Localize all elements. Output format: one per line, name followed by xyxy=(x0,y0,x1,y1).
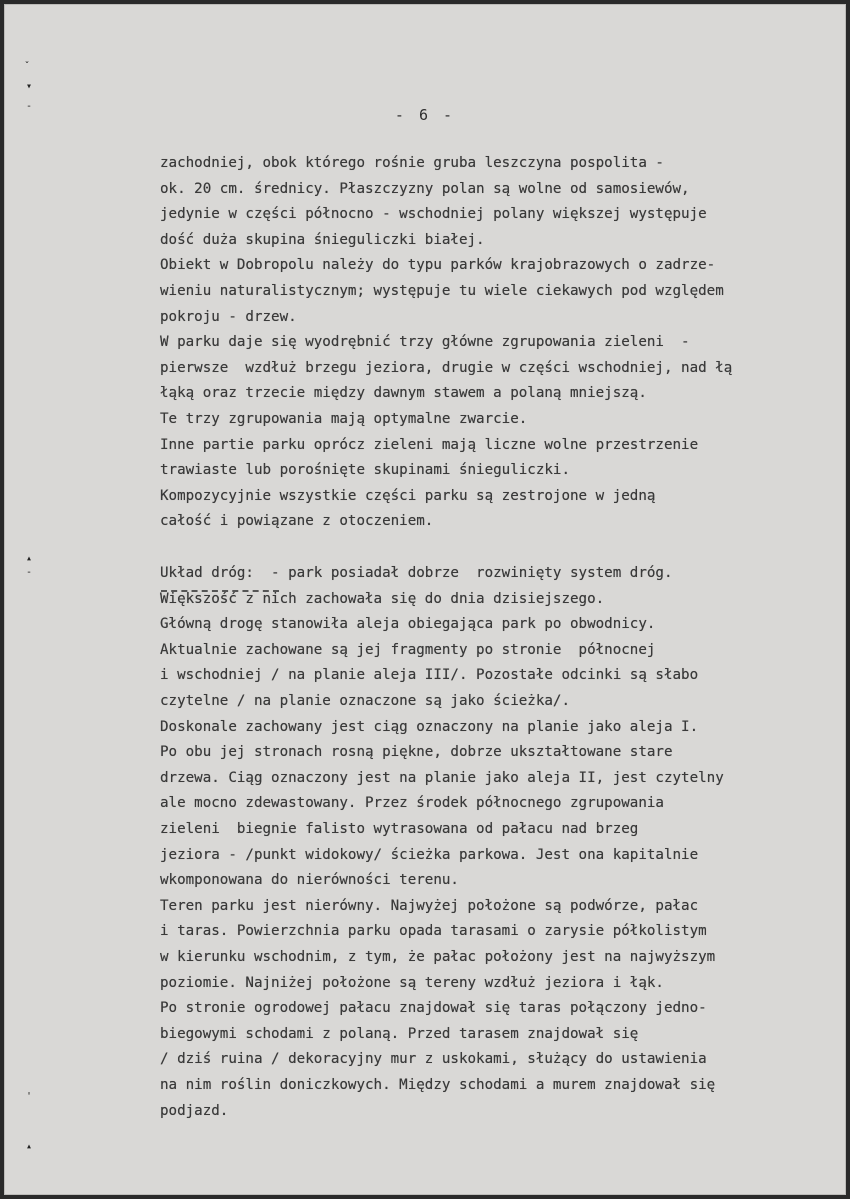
text-line: Te trzy zgrupowania mają optymalne zwarcie. xyxy=(160,411,528,427)
punch-mark: - xyxy=(26,101,33,112)
typewritten-page xyxy=(4,4,846,1195)
text-line: Kompozycyjnie wszystkie części parku są zestrojone w jedną xyxy=(160,487,656,504)
text-line: / dziś ruina / dekoracyjny mur z uskokami, służący do ustawienia xyxy=(160,1051,707,1068)
text-line: zachodniej, obok którego rośnie gruba leszczyna pospolita - xyxy=(160,155,664,171)
text-line: i wschodniej / na planie aleja III/. Pozostałe odcinki są słabo xyxy=(160,667,699,684)
text-line: całość i powiązane z otoczeniem. xyxy=(160,513,434,530)
text-line: zieleni biegnie falisto wytrasowana od pałacu nad brzeg xyxy=(160,821,639,837)
text-line: Większość z nich zachowała się do dnia dzisiejszego. xyxy=(160,590,605,607)
text-line: ok. 20 cm. średnicy. Płaszczyzny polan są wolne od samosiewów, xyxy=(160,180,690,197)
punch-mark: ˇ xyxy=(24,61,31,72)
text-line: Doskonale zachowany jest ciąg oznaczony na planie jako aleja I. xyxy=(160,718,699,735)
text-line: czytelne / na planie oznaczone są jako ścieżka/. xyxy=(160,693,570,709)
text-line: Teren parku jest nierówny. Najwyżej położone są podwórze, pałac xyxy=(160,897,699,914)
text-line: łąką oraz trzecie między dawnym stawem a polaną mniejszą. xyxy=(160,385,647,402)
text-line: drzewa. Ciąg oznaczony jest na planie jako aleja II, jest czytelny xyxy=(160,769,724,786)
text-line: jedynie w części północno - wschodniej polany większej występuje xyxy=(160,206,707,223)
text-line: i taras. Powierzchnia parku opada tarasami o zarysie półkolistym xyxy=(160,923,707,940)
punch-mark: ' xyxy=(26,1091,33,1102)
text-line: podjazd. xyxy=(160,1102,229,1119)
text-line: wkomponowana do nierówności terenu. xyxy=(160,872,459,889)
text-line: poziomie. Najniżej położone są tereny wzdłuż jeziora i łąk. xyxy=(160,974,664,991)
text-line: Po stronie ogrodowej pałacu znajdował się taras połączony jedno- xyxy=(160,1000,707,1017)
text-line: Aktualnie zachowane są jej fragmenty po stronie północnej xyxy=(160,641,656,658)
text-line: Po obu jej stronach rosną piękne, dobrze ukształtowane stare xyxy=(160,744,673,761)
text-line: ale mocno zdewastowany. Przez środek północnego zgrupowania xyxy=(160,795,664,812)
text-line: dość duża skupina śnieguliczki białej. xyxy=(160,231,485,248)
punch-mark: ▾ xyxy=(26,81,33,92)
punch-mark: - xyxy=(26,567,33,578)
punch-mark: ▴ xyxy=(26,1141,33,1152)
text-line: trawiaste lub porośnięte skupinami śnieguliczki. xyxy=(160,462,570,479)
text-line: biegowymi schodami z polaną. Przed tarasem znajdował się xyxy=(160,1025,639,1042)
text-line: pierwsze wzdłuż brzegu jeziora, drugie w części wschodniej, nad łą xyxy=(160,359,733,376)
text-line: pokroju - drzew. xyxy=(160,308,297,325)
page-number: - 6 - xyxy=(394,106,456,124)
text-line: Obiekt w Dobropolu należy do typu parków krajobrazowych o zadrze- xyxy=(160,257,716,274)
text-line: W parku daje się wyodrębnić trzy główne zgrupowania zieleni - xyxy=(160,334,690,351)
punch-mark: ▴ xyxy=(26,553,33,564)
text-line: w kierunku wschodnim, z tym, że pałac położony jest na najwyższym xyxy=(160,949,716,965)
heading-underline xyxy=(161,590,279,592)
text-line: Inne partie parku oprócz zieleni mają liczne wolne przestrzenie xyxy=(160,436,699,453)
text-line: jeziora - /punkt widokowy/ ścieżka parkowa. Jest ona kapitalnie xyxy=(160,846,699,863)
text-line: Układ dróg: - park posiadał dobrze rozwinięty system dróg. xyxy=(160,565,673,581)
text-line: na nim roślin doniczkowych. Między schodami a murem znajdował się xyxy=(160,1077,716,1093)
text-line: wieniu naturalistycznym; występuje tu wiele ciekawych pod względem xyxy=(160,283,724,299)
text-line: Główną drogę stanowiła aleja obiegająca park po obwodnicy. xyxy=(160,616,656,633)
